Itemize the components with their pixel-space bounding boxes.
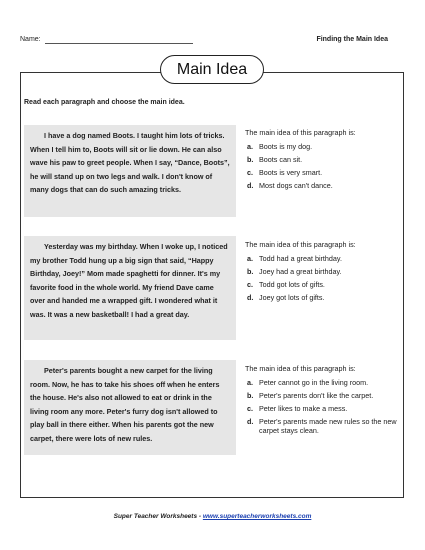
option-text: Boots is my dog. (259, 142, 313, 151)
answer-option[interactable] (245, 391, 405, 400)
option-letter: a. (247, 254, 253, 263)
option-text: Boots can sit. (259, 155, 303, 164)
option-text: Peter's parents don't like the carpet. (259, 391, 374, 400)
passage-text: I have a dog named Boots. I taught him lots of tricks. When I tell him to, Boots will sit or lie down. He can also wave his paw to greet people. When I say, “Dance, Boots”, he will stand up on two legs and walk. I don't know of many dogs that can do such amazing tricks. (30, 131, 230, 194)
answer-option[interactable] (245, 168, 405, 177)
option-text: Peter cannot go in the living room. (259, 378, 369, 387)
option-text: Todd got lots of gifts. (259, 280, 325, 289)
answer-option[interactable] (245, 404, 405, 413)
option-text: Boots is very smart. (259, 168, 323, 177)
passage-box (24, 236, 236, 340)
answer-option[interactable] (245, 417, 405, 435)
option-letter: b. (247, 391, 254, 400)
answer-option[interactable] (245, 280, 405, 289)
option-text: Todd had a great birthday. (259, 254, 342, 263)
footer-separator: - (197, 513, 203, 520)
option-text: Joey had a great birthday. (259, 267, 342, 276)
page-title: Main Idea (160, 55, 264, 84)
option-letter: c. (247, 280, 253, 289)
option-letter: d. (247, 181, 254, 190)
option-letter: c. (247, 168, 253, 177)
answer-option[interactable] (245, 155, 405, 164)
passage-box (24, 360, 236, 455)
question-block (245, 128, 405, 194)
answer-option[interactable] (245, 142, 405, 151)
answer-option[interactable] (245, 254, 405, 263)
passage-box (24, 125, 236, 217)
option-text: Peter likes to make a mess. (259, 404, 348, 413)
answer-option[interactable] (245, 267, 405, 276)
name-label: Name: (20, 36, 41, 43)
footer-link[interactable]: www.superteacherworksheets.com (202, 513, 312, 520)
option-letter: a. (247, 378, 253, 387)
instructions: Read each paragraph and choose the main idea. (24, 99, 185, 106)
name-line[interactable] (45, 43, 193, 44)
option-text: Peter's parents made new rules so the new carpet stays clean. (259, 417, 397, 435)
option-letter: d. (247, 417, 254, 426)
answer-option[interactable] (245, 293, 405, 302)
option-letter: b. (247, 267, 254, 276)
passage-text: Peter's parents bought a new carpet for the living room. Now, he has to take his shoes off when he enters the house. He's also not allowed to eat or drink in the living room any more. Peter's furry dog isn't allowed to play ball in there either. When his parents got the new carpet, there were lots of new rules. (30, 366, 220, 443)
option-letter: d. (247, 293, 254, 302)
option-letter: c. (247, 404, 253, 413)
question-prompt: The main idea of this paragraph is: (245, 240, 356, 249)
option-text: Joey got lots of gifts. (259, 293, 325, 302)
question-prompt: The main idea of this paragraph is: (245, 128, 356, 137)
footer-brand: Super Teacher Worksheets (113, 513, 198, 520)
question-block (245, 240, 405, 306)
option-letter: a. (247, 142, 253, 151)
answer-option[interactable] (245, 378, 405, 387)
answer-option[interactable] (245, 181, 405, 190)
question-block (245, 364, 405, 439)
option-letter: b. (247, 155, 254, 164)
passage-text: Yesterday was my birthday. When I woke up, I noticed my brother Todd hung up a big sign that said, “Happy Birthday, Joey!” Mom made spaghetti for dinner. It's my favorite food in the whole world. My friend Dave came over and handed me a wrapped gift. I wondered what it was. It was a new basketball! I had a great day. (30, 242, 228, 319)
question-prompt: The main idea of this paragraph is: (245, 364, 356, 373)
footer (0, 513, 425, 520)
header-title: Finding the Main Idea (316, 36, 388, 43)
option-text: Most dogs can't dance. (259, 181, 333, 190)
